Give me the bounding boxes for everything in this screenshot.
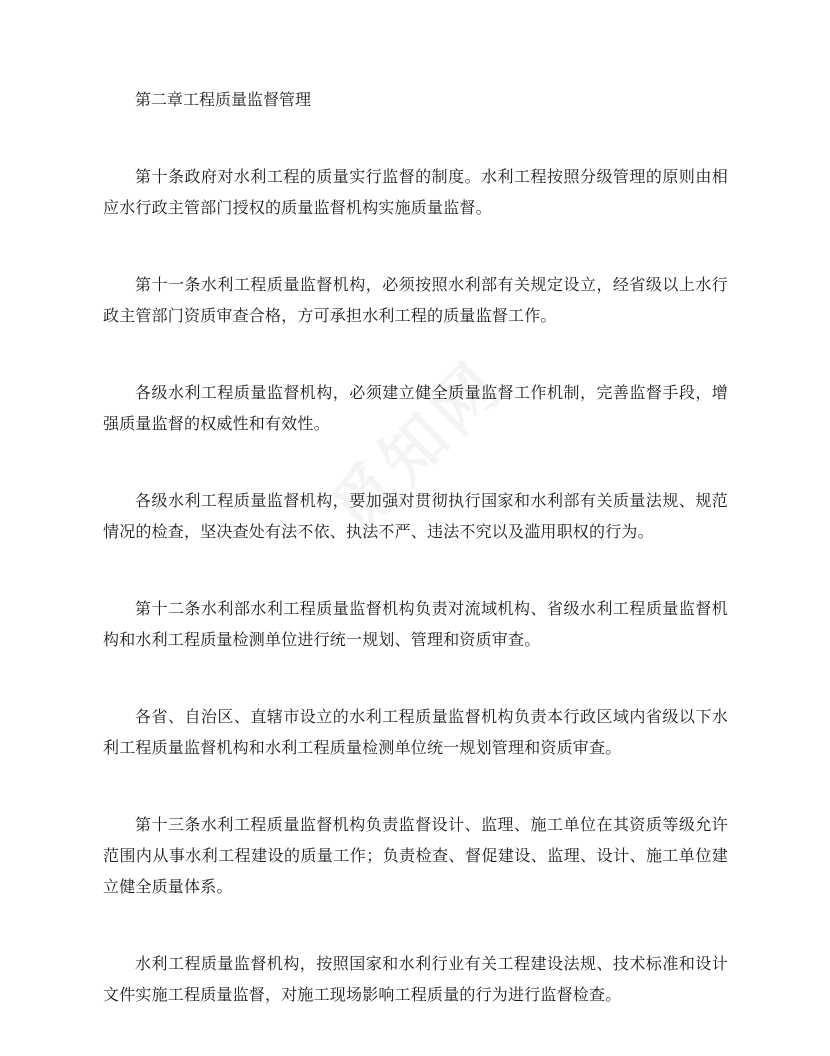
paragraph-article-11: 第十一条水利工程质量监督机构，必须按照水利部有关规定设立，经省级以上水行政主管部门资质审查合格，方可承担水利工程的质量监督工作。	[103, 275, 728, 325]
document-body	[103, 84, 728, 1056]
paragraph-article-10: 第十条政府对水利工程的质量实行监督的制度。水利工程按照分级管理的原则由相应水行政主管部门授权的质量监督机构实施质量监督。	[103, 167, 728, 217]
paragraph-supervision: 水利工程质量监督机构，按照国家和水利行业有关工程建设法规、技术标准和设计文件实施工程质量监督，对施工现场影响工程质量的行为进行监督检查。	[103, 954, 728, 1004]
paragraph-provincial: 各省、自治区、直辖市设立的水利工程质量监督机构负责本行政区域内省级以下水利工程质量监督机构和水利工程质量检测单位统一规划管理和资质审查。	[103, 707, 728, 757]
paragraph-article-12: 第十二条水利部水利工程质量监督机构负责对流域机构、省级水利工程质量监督机构和水利工程质量检测单位进行统一规划、管理和资质审查。	[103, 599, 728, 649]
paragraph-inspection: 各级水利工程质量监督机构，要加强对贯彻执行国家和水利部有关质量法规、规范情况的检查，坚决查处有法不依、执法不严、违法不究以及滥用职权的行为。	[103, 491, 728, 541]
paragraph-article-13: 第十三条水利工程质量监督机构负责监督设计、监理、施工单位在其资质等级允许范围内从事水利工程建设的质量工作；负责检查、督促建设、监理、设计、施工单位建立健全质量体系。	[103, 815, 728, 896]
paragraph-mechanism: 各级水利工程质量监督机构，必须建立健全质量监督工作机制，完善监督手段，增强质量监督的权威性和有效性。	[103, 383, 728, 433]
chapter-title: 第二章工程质量监督管理	[135, 90, 312, 109]
